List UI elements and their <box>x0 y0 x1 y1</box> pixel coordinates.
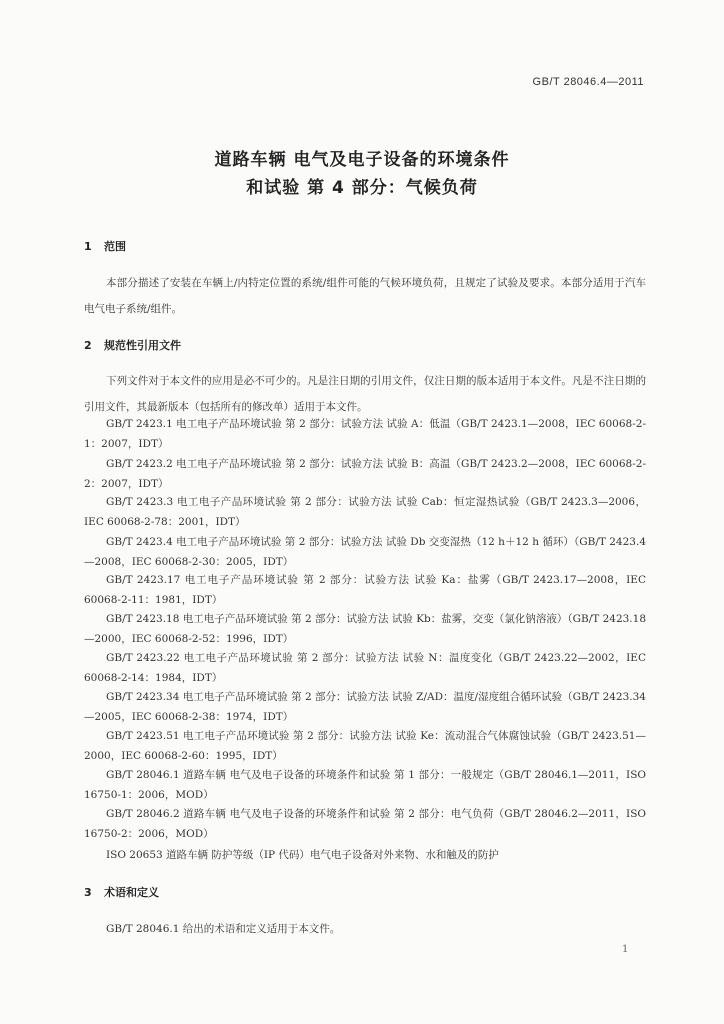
section-3-heading <box>84 884 159 900</box>
section-number: 2 <box>84 339 92 352</box>
section-2-heading <box>84 337 181 353</box>
section-number: 3 <box>84 886 92 899</box>
reference-item: ISO 20653 道路车辆 防护等级（IP 代码）电气电子设备对外来物、水和触及的防护 <box>106 849 499 861</box>
standard-code: GB/T 28046.4—2011 <box>532 76 644 88</box>
section-1-heading <box>84 238 126 254</box>
reference-item: GB/T 28046.1 道路车辆 电气及电子设备的环境条件和试验 第 1 部分：一般规定（GB/T 28046.1—2011，ISO 16750-1：2006，MOD） <box>84 769 646 801</box>
section-title: 范围 <box>104 240 126 253</box>
section-title: 规范性引用文件 <box>104 339 181 352</box>
section-title: 术语和定义 <box>104 886 159 899</box>
section-1-paragraph: 本部分描述了安装在车辆上/内特定位置的系统/组件可能的气候环境负荷，且规定了试验及要求。本部分适用于汽车电气电子系统/组件。 <box>84 277 646 315</box>
reference-item: GB/T 2423.22 电工电子产品环境试验 第 2 部分：试验方法 试验 N：温度变化（GB/T 2423.22—2002，IEC 60068-2-14：1984，IDT） <box>84 652 646 684</box>
reference-item: GB/T 28046.2 道路车辆 电气及电子设备的环境条件和试验 第 2 部分：电气负荷（GB/T 28046.2—2011，ISO 16750-2：2006，MOD） <box>84 808 646 840</box>
reference-item: GB/T 2423.51 电工电子产品环境试验 第 2 部分：试验方法 试验 Ke：流动混合气体腐蚀试验（GB/T 2423.51—2000，IEC 60068-2-60：1995，IDT） <box>84 730 646 762</box>
document-title-line2: 和试验 第 4 部分：气候负荷 <box>246 178 478 198</box>
section-number: 1 <box>84 240 92 253</box>
reference-item: GB/T 2423.17 电工电子产品环境试验 第 2 部分：试验方法 试验 Ka：盐雾（GB/T 2423.17—2008，IEC 60068-2-11：1981，IDT） <box>84 574 646 606</box>
document-title-line1: 道路车辆 电气及电子设备的环境条件 <box>214 150 510 170</box>
reference-item: GB/T 2423.4 电工电子产品环境试验 第 2 部分：试验方法 试验 Db 交变湿热（12 h＋12 h 循环）（GB/T 2423.4—2008，IEC 60068-2-30：2005，IDT） <box>84 536 646 568</box>
page-number: 1 <box>622 944 629 955</box>
reference-item: GB/T 2423.34 电工电子产品环境试验 第 2 部分：试验方法 试验 Z/AD：温度/湿度组合循环试验（GB/T 2423.34—2005，IEC 60068-2-38：1974，IDT） <box>84 691 646 723</box>
section-3-paragraph: GB/T 28046.1 给出的术语和定义适用于本文件。 <box>106 923 341 935</box>
reference-item: GB/T 2423.3 电工电子产品环境试验 第 2 部分：试验方法 试验 Cab：恒定湿热试验（GB/T 2423.3—2006，IEC 60068-2-78：2001，IDT） <box>84 496 646 528</box>
reference-item: GB/T 2423.2 电工电子产品环境试验 第 2 部分：试验方法 试验 B：高温（GB/T 2423.2—2008，IEC 60068-2-2：2007，IDT） <box>84 458 646 490</box>
reference-item: GB/T 2423.1 电工电子产品环境试验 第 2 部分：试验方法 试验 A：低温（GB/T 2423.1—2008，IEC 60068-2-1：2007，IDT） <box>84 418 646 450</box>
reference-item: GB/T 2423.18 电工电子产品环境试验 第 2 部分：试验方法 试验 Kb：盐雾，交变（氯化钠溶液）（GB/T 2423.18—2000，IEC 60068-2-52：1996，IDT） <box>84 613 646 645</box>
section-2-intro: 下列文件对于本文件的应用是必不可少的。凡是注日期的引用文件，仅注日期的版本适用于本文件。凡是不注日期的引用文件，其最新版本（包括所有的修改单）适用于本文件。 <box>84 375 646 413</box>
